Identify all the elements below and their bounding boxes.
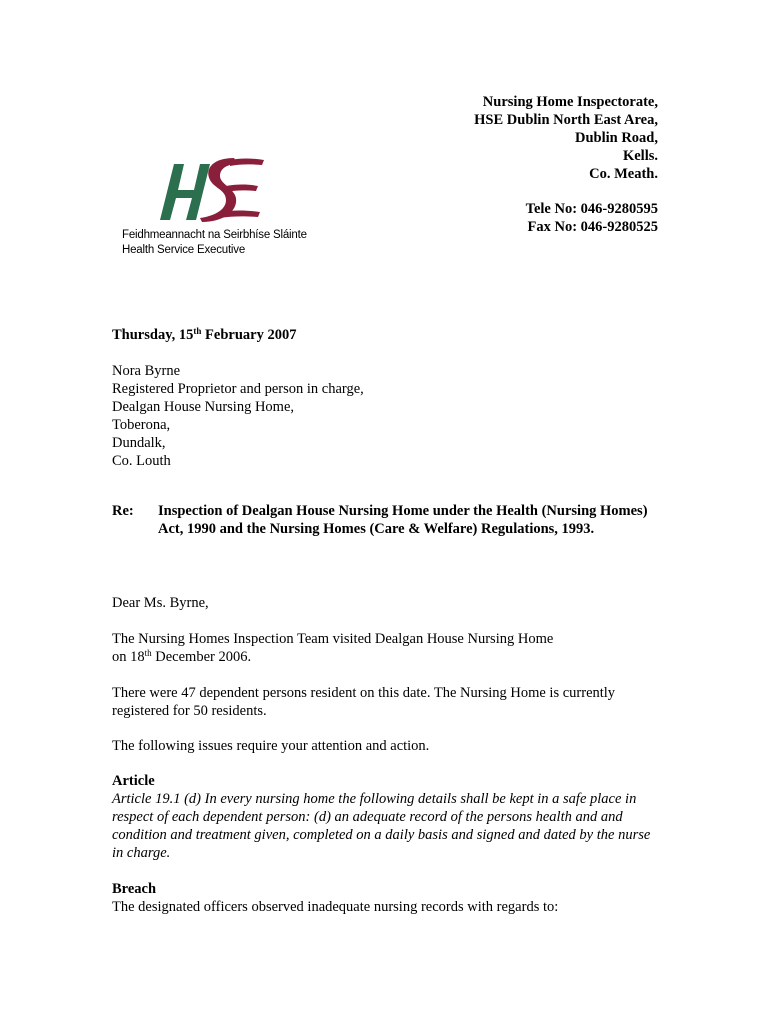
recipient-line: Registered Proprietor and person in charge, xyxy=(112,381,364,397)
breach-heading: Breach xyxy=(112,881,157,897)
article-heading: Article xyxy=(112,773,155,789)
recipient-line: Dealgan House Nursing Home, xyxy=(112,399,295,415)
paragraph-action: The following issues require your attention and action. xyxy=(112,738,430,754)
hse-logo-mark-icon xyxy=(122,150,302,225)
subject-label: Re: xyxy=(112,503,134,519)
recipient-line: Dundalk, xyxy=(112,435,166,451)
recipient-line: Nora Byrne xyxy=(112,363,181,379)
recipient-line: Co. Louth xyxy=(112,453,171,469)
letter-date: Thursday, 15th February 2007 xyxy=(112,326,297,343)
hse-logo xyxy=(122,150,307,260)
sender-line: Nursing Home Inspectorate, xyxy=(482,94,658,110)
logo-irish-name: Feidhmeannacht na Seirbhíse Sláinte xyxy=(122,229,307,241)
subject-text: Inspection of Dealgan House Nursing Home under the Health (Nursing Homes) Act, 1990 and the Nursing Homes (Care & Welfare) Regulations, 1993. xyxy=(158,503,648,537)
breach-text: The designated officers observed inadequate nursing records with regards to: xyxy=(112,899,559,915)
sender-line: Kells. xyxy=(622,148,658,164)
recipient-line: Toberona, xyxy=(112,417,171,433)
logo-english-name: Health Service Executive xyxy=(122,244,246,256)
recipient-address xyxy=(112,362,652,470)
salutation: Dear Ms. Byrne, xyxy=(112,595,209,611)
paragraph-visit: The Nursing Homes Inspection Team visited Dealgan House Nursing Home on 18th December 2006. xyxy=(112,631,554,665)
sender-fax: Fax No: 046-9280525 xyxy=(527,219,658,235)
sender-address xyxy=(474,93,658,236)
sender-line: Co. Meath. xyxy=(589,166,658,182)
sender-tele: Tele No: 046-9280595 xyxy=(525,201,658,217)
article-text: Article 19.1 (d) In every nursing home the following details shall be kept in a safe place in respect of each dependent person: (d) an adequate record of the persons health and and condition and treatment given, completed on a daily basis and signed and dated by the nurse in charge. xyxy=(112,791,651,861)
paragraph-residents: There were 47 dependent persons resident on this date. The Nursing Home is currently registered for 50 residents. xyxy=(112,685,616,719)
sender-line: HSE Dublin North East Area, xyxy=(474,112,658,128)
sender-line: Dublin Road, xyxy=(574,130,658,146)
